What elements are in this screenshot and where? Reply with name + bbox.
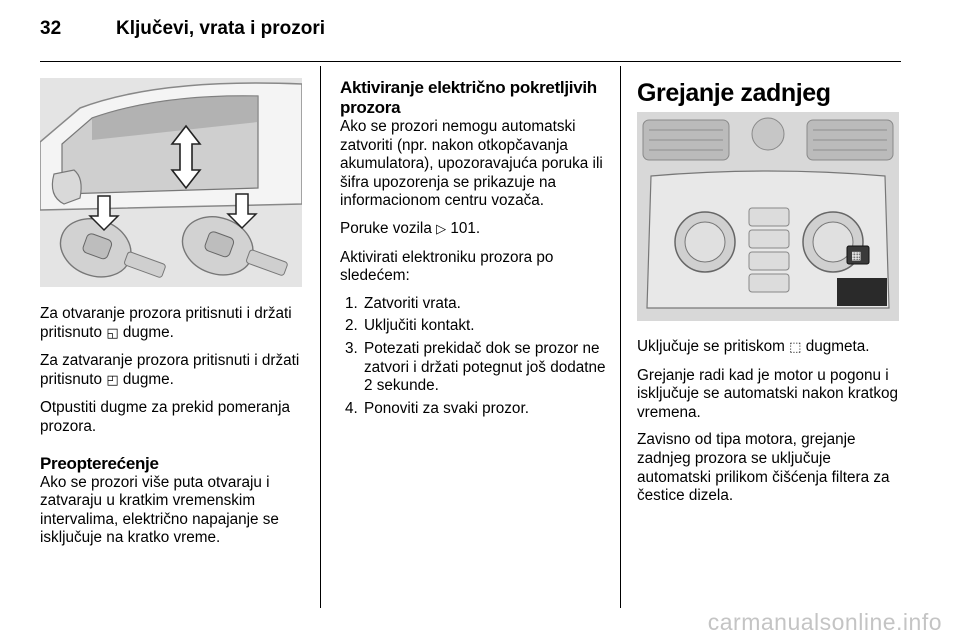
rear-window-heater-icon: ⬚: [789, 340, 802, 355]
paragraph-text: dugmeta.: [805, 338, 870, 355]
paragraph: Grejanje radi kad je motor u pogonu i isključuje se automatski nakon kratkog vremena.: [637, 366, 899, 421]
list-item: 4. Ponoviti za svaki prozor.: [362, 400, 606, 419]
paragraph-text: Za otvaranje prozora pritisnuti i držati pritisnuto: [40, 305, 292, 341]
list-item: 3. Potezati prekidač dok se prozor ne zatvori i držati potegnut još dodatne 2 sekunde.: [362, 340, 606, 396]
paragraph-text: Za zatvaranje prozora pritisnuti i držati pritisnuto: [40, 352, 300, 388]
paragraph: [637, 338, 903, 358]
section-heading: Grejanje zadnjeg: [637, 79, 831, 107]
svg-text:▦: ▦: [851, 249, 862, 262]
section-heading: Aktiviranje električno pokretljivih prozora: [340, 78, 597, 117]
paragraph: Aktivirati elektroniku prozora po sledećem:: [340, 248, 554, 285]
paragraph: Zavisno od tipa motora, grejanje zadnjeg prozora se uključuje automatski prilikom čišćenja filtera za čestice dizela.: [637, 431, 890, 505]
column-divider: [620, 66, 621, 608]
window-key-illustration: [40, 78, 302, 287]
watermark: carmanualsonline.info: [707, 609, 942, 635]
paragraph: Ako se prozori više puta otvaraju i zatvaraju u kratkim vremenskim intervalima, električno napajanje se isključuje na kratko vreme.: [40, 473, 279, 547]
page-reference: 101.: [450, 219, 481, 237]
paragraph: [340, 220, 606, 240]
paragraph: Otpustiti dugme za prekid pomeranja prozora.: [40, 399, 290, 435]
column-3-text: [637, 338, 903, 515]
paragraph-text: dugme.: [122, 323, 174, 341]
paragraph-text: Poruke vozila: [340, 219, 432, 237]
page-number: 32: [40, 18, 62, 39]
section-heading: Preopterećenje: [40, 453, 159, 473]
window-close-key-icon: ◰: [106, 372, 119, 388]
window-open-key-icon: ◱: [106, 325, 119, 341]
list-item: 2. Uključiti kontakt.: [362, 317, 606, 336]
paragraph-text: Uključuje se pritiskom: [637, 338, 785, 355]
list-item: 1. Zatvoriti vrata.: [362, 295, 606, 314]
triangle-reference-icon: ▷: [436, 221, 447, 237]
steps-list: [340, 295, 606, 419]
paragraph: Ako se prozori nemogu automatski zatvoriti (npr. nakon otkopčavanja akumulatora), upozoravajuća poruka ili šifra upozorenja se prikazuje na informacionom centru vozača.: [340, 118, 603, 210]
climate-panel-illustration: [637, 112, 899, 321]
column-1: [40, 305, 310, 557]
header-rule: [40, 61, 901, 62]
paragraph: [40, 352, 310, 390]
column-2: [340, 78, 606, 427]
paragraph: [40, 305, 310, 343]
column-divider: [320, 66, 321, 608]
page-title: Ključevi, vrata i prozori: [116, 18, 326, 39]
paragraph-text: dugme.: [122, 370, 174, 388]
